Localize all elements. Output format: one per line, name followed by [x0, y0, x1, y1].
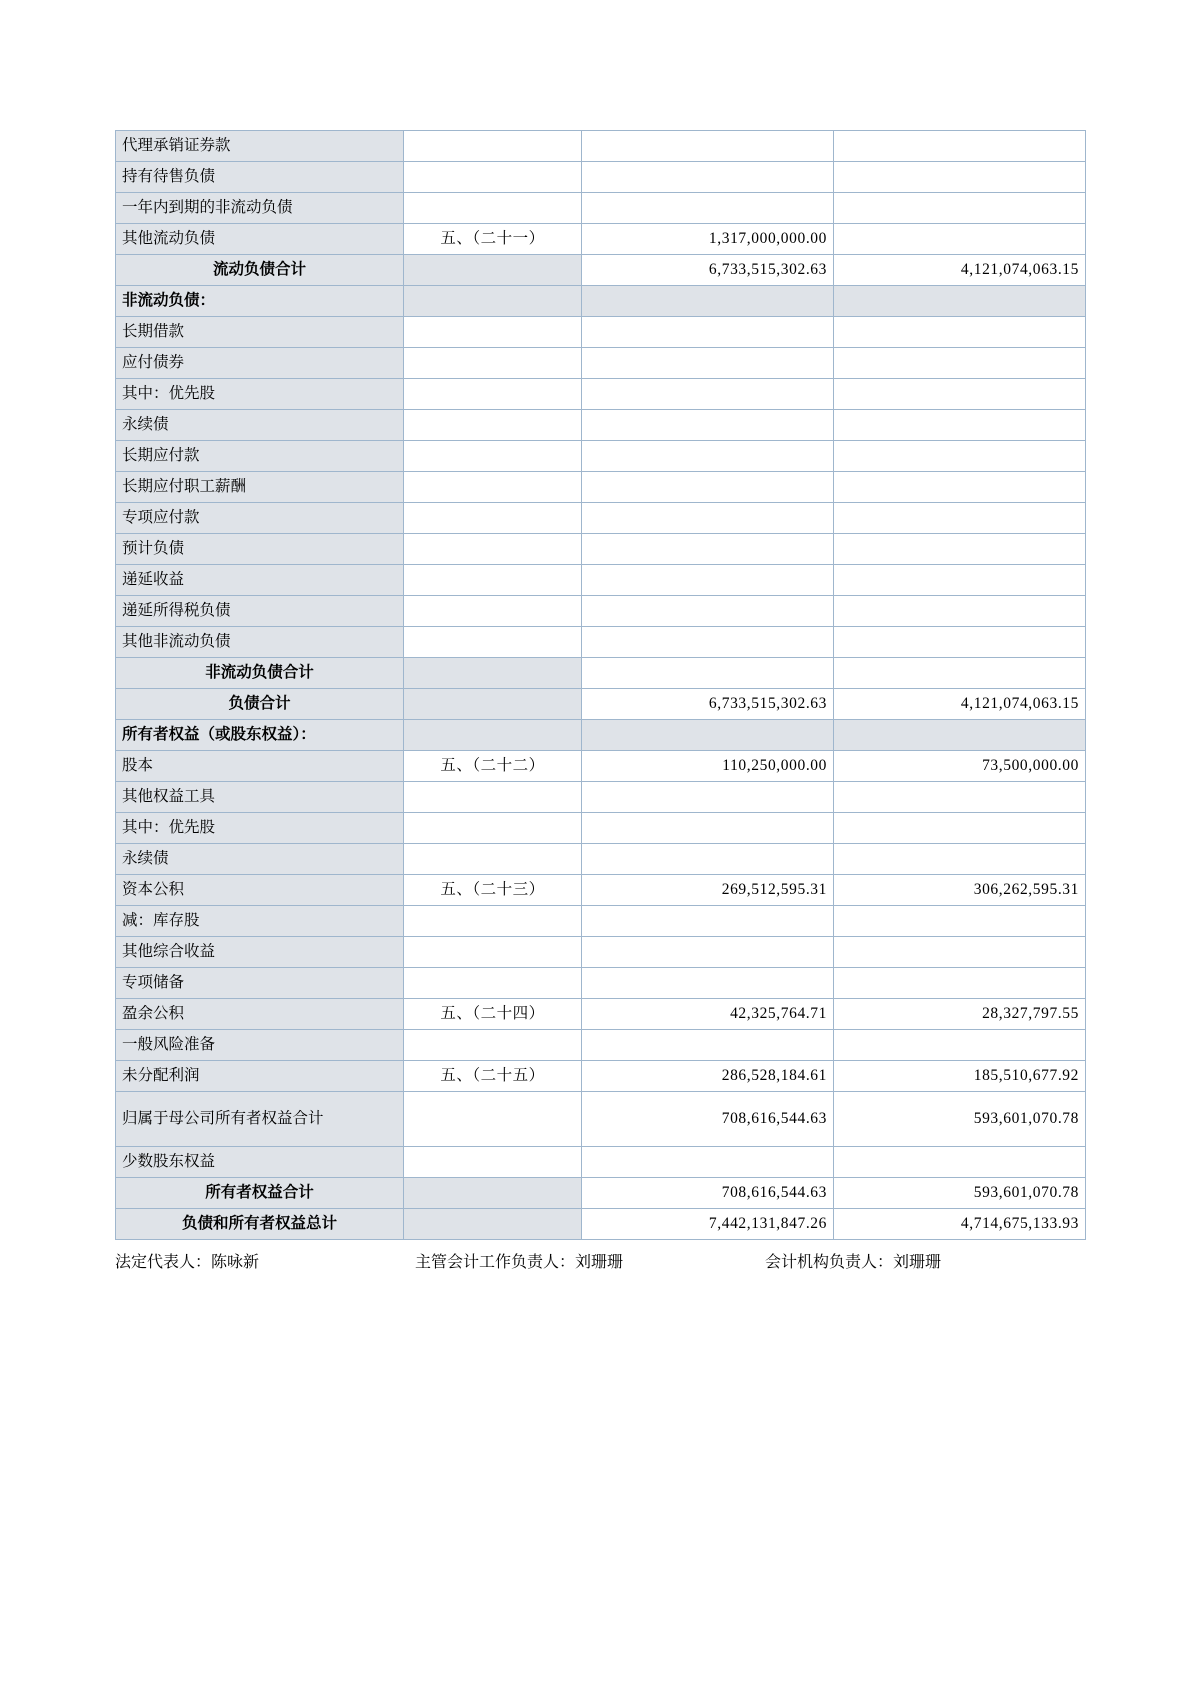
table-row [116, 286, 1086, 317]
row-previous-amount [834, 844, 1086, 875]
row-current-amount [582, 348, 834, 379]
table-row [116, 1061, 1086, 1092]
table-row [116, 875, 1086, 906]
row-previous-amount [834, 379, 1086, 410]
row-previous-amount: 28,327,797.55 [834, 999, 1086, 1030]
row-label: 长期应付款 [116, 441, 404, 472]
row-label: 永续债 [116, 410, 404, 441]
row-label: 专项储备 [116, 968, 404, 999]
balance-sheet-table [115, 130, 1086, 1240]
row-previous-amount [834, 193, 1086, 224]
row-label: 持有待售负债 [116, 162, 404, 193]
row-current-amount [582, 937, 834, 968]
row-note [404, 131, 582, 162]
table-row [116, 131, 1086, 162]
row-note [404, 255, 582, 286]
row-previous-amount [834, 658, 1086, 689]
row-label: 所有者权益（或股东权益）： [116, 720, 404, 751]
row-current-amount [582, 193, 834, 224]
row-note [404, 906, 582, 937]
row-current-amount: 110,250,000.00 [582, 751, 834, 782]
row-label: 一般风险准备 [116, 1030, 404, 1061]
row-note [404, 658, 582, 689]
row-label: 其他非流动负债 [116, 627, 404, 658]
row-note: 五、（二十四） [404, 999, 582, 1030]
row-current-amount [582, 286, 834, 317]
row-previous-amount: 4,121,074,063.15 [834, 255, 1086, 286]
table-row [116, 534, 1086, 565]
row-current-amount [582, 162, 834, 193]
row-previous-amount [834, 937, 1086, 968]
row-note [404, 844, 582, 875]
table-row [116, 999, 1086, 1030]
signature-row [115, 1249, 1085, 1272]
row-note [404, 565, 582, 596]
table-row [116, 193, 1086, 224]
row-previous-amount: 306,262,595.31 [834, 875, 1086, 906]
accounting-institution-head: 会计机构负责人：刘珊珊 [765, 1254, 942, 1271]
row-label: 永续债 [116, 844, 404, 875]
row-current-amount [582, 503, 834, 534]
accounting-officer: 主管会计工作负责人：刘珊珊 [415, 1254, 624, 1271]
table-row [116, 1092, 1086, 1147]
row-previous-amount [834, 1030, 1086, 1061]
row-current-amount: 708,616,544.63 [582, 1092, 834, 1147]
row-current-amount [582, 317, 834, 348]
row-note [404, 162, 582, 193]
row-current-amount [582, 441, 834, 472]
row-label: 长期借款 [116, 317, 404, 348]
row-previous-amount [834, 162, 1086, 193]
row-previous-amount [834, 348, 1086, 379]
row-label: 代理承销证券款 [116, 131, 404, 162]
row-label: 负债合计 [116, 689, 404, 720]
balance-sheet-body [116, 131, 1086, 1240]
row-current-amount [582, 720, 834, 751]
row-note [404, 1147, 582, 1178]
row-previous-amount [834, 627, 1086, 658]
row-current-amount [582, 968, 834, 999]
row-label: 长期应付职工薪酬 [116, 472, 404, 503]
table-row [116, 1178, 1086, 1209]
row-previous-amount: 73,500,000.00 [834, 751, 1086, 782]
table-row [116, 410, 1086, 441]
row-previous-amount [834, 131, 1086, 162]
table-row [116, 255, 1086, 286]
row-previous-amount [834, 410, 1086, 441]
table-row [116, 503, 1086, 534]
row-current-amount [582, 565, 834, 596]
row-note [404, 441, 582, 472]
table-row [116, 565, 1086, 596]
row-previous-amount [834, 317, 1086, 348]
row-current-amount: 6,733,515,302.63 [582, 689, 834, 720]
row-label: 其中：优先股 [116, 813, 404, 844]
row-previous-amount: 593,601,070.78 [834, 1178, 1086, 1209]
row-previous-amount [834, 286, 1086, 317]
row-note [404, 503, 582, 534]
table-row [116, 596, 1086, 627]
row-previous-amount: 4,121,074,063.15 [834, 689, 1086, 720]
row-note [404, 782, 582, 813]
table-row [116, 844, 1086, 875]
row-previous-amount [834, 782, 1086, 813]
row-current-amount [582, 379, 834, 410]
row-note [404, 1178, 582, 1209]
table-row [116, 937, 1086, 968]
row-note [404, 472, 582, 503]
row-note [404, 689, 582, 720]
row-previous-amount: 593,601,070.78 [834, 1092, 1086, 1147]
row-note [404, 317, 582, 348]
row-previous-amount [834, 472, 1086, 503]
row-current-amount [582, 534, 834, 565]
row-note: 五、（二十一） [404, 224, 582, 255]
row-current-amount: 42,325,764.71 [582, 999, 834, 1030]
row-note: 五、（二十五） [404, 1061, 582, 1092]
row-note [404, 937, 582, 968]
row-previous-amount [834, 1147, 1086, 1178]
row-note [404, 286, 582, 317]
row-current-amount [582, 906, 834, 937]
row-label: 未分配利润 [116, 1061, 404, 1092]
row-current-amount: 7,442,131,847.26 [582, 1209, 834, 1240]
table-row [116, 627, 1086, 658]
row-current-amount: 286,528,184.61 [582, 1061, 834, 1092]
table-row [116, 906, 1086, 937]
row-label: 非流动负债合计 [116, 658, 404, 689]
table-row [116, 689, 1086, 720]
row-label: 资本公积 [116, 875, 404, 906]
row-previous-amount: 4,714,675,133.93 [834, 1209, 1086, 1240]
row-previous-amount [834, 906, 1086, 937]
row-previous-amount [834, 813, 1086, 844]
row-label: 股本 [116, 751, 404, 782]
row-current-amount [582, 782, 834, 813]
row-current-amount [582, 410, 834, 441]
row-label: 预计负债 [116, 534, 404, 565]
row-note [404, 813, 582, 844]
row-current-amount [582, 813, 834, 844]
row-label: 所有者权益合计 [116, 1178, 404, 1209]
row-current-amount [582, 596, 834, 627]
table-row [116, 348, 1086, 379]
row-label: 少数股东权益 [116, 1147, 404, 1178]
row-previous-amount [834, 720, 1086, 751]
row-label: 其中：优先股 [116, 379, 404, 410]
table-row [116, 472, 1086, 503]
row-current-amount [582, 1030, 834, 1061]
row-label: 其他流动负债 [116, 224, 404, 255]
row-current-amount: 708,616,544.63 [582, 1178, 834, 1209]
row-note [404, 720, 582, 751]
table-row [116, 162, 1086, 193]
table-row [116, 968, 1086, 999]
row-previous-amount [834, 503, 1086, 534]
row-label: 归属于母公司所有者权益合计 [116, 1092, 404, 1147]
row-label: 减：库存股 [116, 906, 404, 937]
row-current-amount: 6,733,515,302.63 [582, 255, 834, 286]
row-note: 五、（二十二） [404, 751, 582, 782]
row-current-amount [582, 844, 834, 875]
row-note [404, 596, 582, 627]
table-row [116, 1147, 1086, 1178]
row-label: 应付债券 [116, 348, 404, 379]
table-row [116, 224, 1086, 255]
row-current-amount: 269,512,595.31 [582, 875, 834, 906]
row-note [404, 1209, 582, 1240]
legal-representative: 法定代表人：陈咏新 [115, 1254, 260, 1271]
row-current-amount [582, 1147, 834, 1178]
row-note [404, 1030, 582, 1061]
row-note [404, 968, 582, 999]
table-row [116, 317, 1086, 348]
row-note [404, 1092, 582, 1147]
table-row [116, 751, 1086, 782]
row-current-amount: 1,317,000,000.00 [582, 224, 834, 255]
row-current-amount [582, 658, 834, 689]
row-label: 流动负债合计 [116, 255, 404, 286]
row-label: 其他综合收益 [116, 937, 404, 968]
row-label: 非流动负债： [116, 286, 404, 317]
row-previous-amount [834, 968, 1086, 999]
row-label: 其他权益工具 [116, 782, 404, 813]
row-previous-amount [834, 596, 1086, 627]
table-row [116, 441, 1086, 472]
row-label: 递延所得税负债 [116, 596, 404, 627]
row-label: 专项应付款 [116, 503, 404, 534]
table-row [116, 813, 1086, 844]
row-note: 五、（二十三） [404, 875, 582, 906]
table-row [116, 658, 1086, 689]
row-note [404, 534, 582, 565]
row-note [404, 627, 582, 658]
row-note [404, 410, 582, 441]
table-row [116, 1209, 1086, 1240]
row-previous-amount [834, 565, 1086, 596]
table-row [116, 782, 1086, 813]
row-previous-amount [834, 224, 1086, 255]
row-current-amount [582, 472, 834, 503]
row-note [404, 193, 582, 224]
row-previous-amount [834, 441, 1086, 472]
table-row [116, 379, 1086, 410]
row-label: 负债和所有者权益总计 [116, 1209, 404, 1240]
row-label: 递延收益 [116, 565, 404, 596]
row-label: 盈余公积 [116, 999, 404, 1030]
row-note [404, 348, 582, 379]
row-current-amount [582, 131, 834, 162]
table-row [116, 1030, 1086, 1061]
row-note [404, 379, 582, 410]
row-previous-amount: 185,510,677.92 [834, 1061, 1086, 1092]
row-current-amount [582, 627, 834, 658]
row-previous-amount [834, 534, 1086, 565]
row-label: 一年内到期的非流动负债 [116, 193, 404, 224]
table-row [116, 720, 1086, 751]
